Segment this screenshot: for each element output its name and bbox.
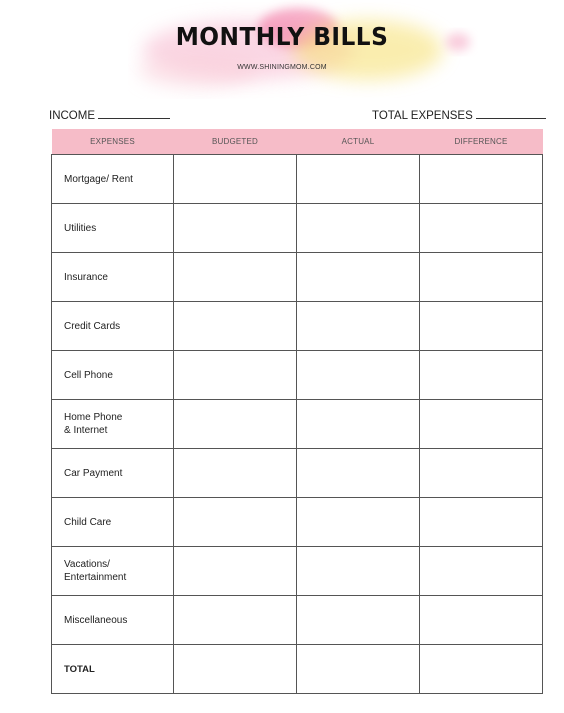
table-body <box>52 155 543 694</box>
total-expenses-field <box>372 107 546 123</box>
budgeted-cell[interactable] <box>174 204 297 253</box>
difference-cell[interactable] <box>420 645 543 694</box>
budgeted-cell[interactable] <box>174 351 297 400</box>
table-row <box>52 351 543 400</box>
expense-label: TOTAL <box>52 645 174 694</box>
actual-cell[interactable] <box>297 547 420 596</box>
difference-cell[interactable] <box>420 204 543 253</box>
total-expenses-blank-line[interactable] <box>476 107 546 119</box>
table-header-row <box>52 129 543 155</box>
table-row <box>52 155 543 204</box>
actual-cell[interactable] <box>297 155 420 204</box>
actual-cell[interactable] <box>297 449 420 498</box>
expense-label: Car Payment <box>52 449 174 498</box>
difference-cell[interactable] <box>420 596 543 645</box>
table-row <box>52 547 543 596</box>
income-blank-line[interactable] <box>98 107 170 119</box>
expense-label: Utilities <box>52 204 174 253</box>
actual-cell[interactable] <box>297 253 420 302</box>
total-expenses-label: TOTAL EXPENSES <box>372 110 473 122</box>
budgeted-cell[interactable] <box>174 547 297 596</box>
expense-label: Child Care <box>52 498 174 547</box>
expense-label: Miscellaneous <box>52 596 174 645</box>
page-title: MONTHLY BILLS <box>175 22 389 51</box>
website-url: WWW.SHININGMOM.COM <box>237 64 327 71</box>
difference-cell[interactable] <box>420 155 543 204</box>
actual-cell[interactable] <box>297 498 420 547</box>
table-row <box>52 253 543 302</box>
column-header-expenses: EXPENSES <box>52 129 174 155</box>
table-row <box>52 400 543 449</box>
difference-cell[interactable] <box>420 253 543 302</box>
column-header-budgeted: BUDGETED <box>174 129 297 155</box>
table-row <box>52 645 543 694</box>
actual-cell[interactable] <box>297 204 420 253</box>
actual-cell[interactable] <box>297 596 420 645</box>
budgeted-cell[interactable] <box>174 155 297 204</box>
column-header-difference: DIFFERENCE <box>420 129 543 155</box>
budgeted-cell[interactable] <box>174 645 297 694</box>
expense-label: Mortgage/ Rent <box>52 155 174 204</box>
expense-label: Vacations/ Entertainment <box>52 547 174 596</box>
budgeted-cell[interactable] <box>174 449 297 498</box>
expense-label: Home Phone & Internet <box>52 400 174 449</box>
actual-cell[interactable] <box>297 400 420 449</box>
budgeted-cell[interactable] <box>174 498 297 547</box>
difference-cell[interactable] <box>420 449 543 498</box>
difference-cell[interactable] <box>420 547 543 596</box>
table-row <box>52 498 543 547</box>
budgeted-cell[interactable] <box>174 253 297 302</box>
income-field <box>49 107 170 123</box>
difference-cell[interactable] <box>420 498 543 547</box>
expense-label: Credit Cards <box>52 302 174 351</box>
bills-table <box>51 129 543 694</box>
income-label: INCOME <box>49 110 95 122</box>
actual-cell[interactable] <box>297 645 420 694</box>
difference-cell[interactable] <box>420 351 543 400</box>
budgeted-cell[interactable] <box>174 400 297 449</box>
actual-cell[interactable] <box>297 302 420 351</box>
table-row <box>52 449 543 498</box>
expense-label: Cell Phone <box>52 351 174 400</box>
actual-cell[interactable] <box>297 351 420 400</box>
expense-label: Insurance <box>52 253 174 302</box>
difference-cell[interactable] <box>420 302 543 351</box>
difference-cell[interactable] <box>420 400 543 449</box>
table-row <box>52 596 543 645</box>
column-header-actual: ACTUAL <box>297 129 420 155</box>
table-row <box>52 302 543 351</box>
table-row <box>52 204 543 253</box>
budgeted-cell[interactable] <box>174 596 297 645</box>
budgeted-cell[interactable] <box>174 302 297 351</box>
